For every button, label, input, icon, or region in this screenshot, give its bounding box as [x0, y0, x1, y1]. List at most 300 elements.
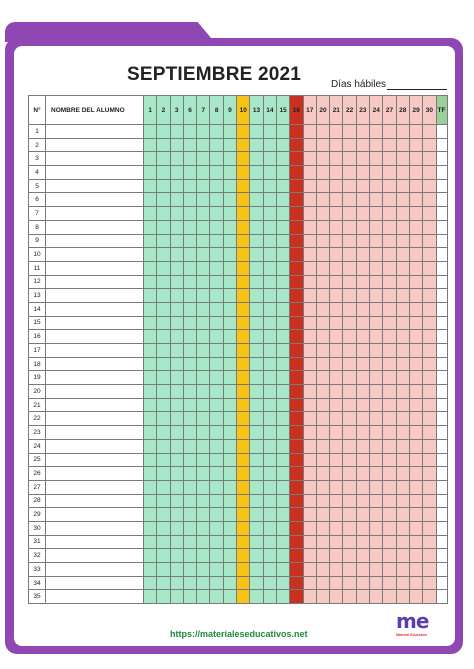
attendance-cell[interactable]	[290, 439, 303, 453]
attendance-cell[interactable]	[356, 179, 369, 193]
attendance-cell[interactable]	[210, 289, 223, 303]
attendance-cell[interactable]	[276, 467, 289, 481]
attendance-cell[interactable]	[356, 371, 369, 385]
attendance-cell[interactable]	[343, 439, 356, 453]
attendance-cell[interactable]	[144, 521, 157, 535]
attendance-cell[interactable]	[210, 576, 223, 590]
attendance-cell[interactable]	[210, 234, 223, 248]
attendance-cell[interactable]	[383, 275, 396, 289]
attendance-cell[interactable]	[170, 439, 183, 453]
attendance-cell[interactable]	[157, 330, 170, 344]
attendance-cell[interactable]	[316, 207, 329, 221]
student-name-cell[interactable]	[46, 179, 144, 193]
attendance-cell[interactable]	[423, 166, 436, 180]
attendance-cell[interactable]	[343, 508, 356, 522]
attendance-cell[interactable]	[237, 138, 250, 152]
attendance-cell[interactable]	[170, 152, 183, 166]
attendance-cell[interactable]	[356, 330, 369, 344]
attendance-cell[interactable]	[183, 535, 196, 549]
attendance-cell[interactable]	[396, 330, 409, 344]
attendance-cell[interactable]	[290, 330, 303, 344]
attendance-cell[interactable]	[263, 412, 276, 426]
tf-cell[interactable]	[436, 316, 447, 330]
attendance-cell[interactable]	[276, 138, 289, 152]
attendance-cell[interactable]	[330, 576, 343, 590]
attendance-cell[interactable]	[396, 480, 409, 494]
attendance-cell[interactable]	[356, 590, 369, 604]
attendance-cell[interactable]	[276, 521, 289, 535]
student-name-cell[interactable]	[46, 152, 144, 166]
attendance-cell[interactable]	[303, 152, 316, 166]
attendance-cell[interactable]	[237, 535, 250, 549]
attendance-cell[interactable]	[144, 426, 157, 440]
attendance-cell[interactable]	[183, 289, 196, 303]
attendance-cell[interactable]	[370, 330, 383, 344]
attendance-cell[interactable]	[316, 234, 329, 248]
attendance-cell[interactable]	[144, 508, 157, 522]
attendance-cell[interactable]	[423, 179, 436, 193]
attendance-cell[interactable]	[250, 234, 263, 248]
attendance-cell[interactable]	[223, 248, 236, 262]
attendance-cell[interactable]	[237, 234, 250, 248]
attendance-cell[interactable]	[250, 371, 263, 385]
attendance-cell[interactable]	[210, 467, 223, 481]
attendance-cell[interactable]	[343, 549, 356, 563]
attendance-cell[interactable]	[330, 193, 343, 207]
attendance-cell[interactable]	[316, 220, 329, 234]
attendance-cell[interactable]	[370, 302, 383, 316]
attendance-cell[interactable]	[316, 330, 329, 344]
attendance-cell[interactable]	[144, 316, 157, 330]
attendance-cell[interactable]	[290, 480, 303, 494]
attendance-cell[interactable]	[170, 453, 183, 467]
attendance-cell[interactable]	[250, 467, 263, 481]
attendance-cell[interactable]	[356, 508, 369, 522]
attendance-cell[interactable]	[263, 494, 276, 508]
student-name-cell[interactable]	[46, 549, 144, 563]
attendance-cell[interactable]	[210, 138, 223, 152]
attendance-cell[interactable]	[183, 152, 196, 166]
attendance-cell[interactable]	[197, 220, 210, 234]
attendance-cell[interactable]	[276, 125, 289, 139]
attendance-cell[interactable]	[423, 453, 436, 467]
attendance-cell[interactable]	[197, 207, 210, 221]
attendance-cell[interactable]	[330, 220, 343, 234]
attendance-cell[interactable]	[263, 385, 276, 399]
attendance-cell[interactable]	[383, 344, 396, 358]
attendance-cell[interactable]	[383, 179, 396, 193]
attendance-cell[interactable]	[183, 439, 196, 453]
attendance-cell[interactable]	[263, 357, 276, 371]
attendance-cell[interactable]	[290, 179, 303, 193]
attendance-cell[interactable]	[383, 398, 396, 412]
attendance-cell[interactable]	[383, 467, 396, 481]
attendance-cell[interactable]	[290, 549, 303, 563]
attendance-cell[interactable]	[383, 193, 396, 207]
attendance-cell[interactable]	[330, 357, 343, 371]
tf-cell[interactable]	[436, 125, 447, 139]
attendance-cell[interactable]	[276, 330, 289, 344]
attendance-cell[interactable]	[396, 521, 409, 535]
attendance-cell[interactable]	[210, 220, 223, 234]
attendance-cell[interactable]	[316, 426, 329, 440]
attendance-cell[interactable]	[183, 480, 196, 494]
attendance-cell[interactable]	[276, 398, 289, 412]
attendance-cell[interactable]	[237, 385, 250, 399]
attendance-cell[interactable]	[423, 412, 436, 426]
attendance-cell[interactable]	[423, 480, 436, 494]
attendance-cell[interactable]	[210, 453, 223, 467]
attendance-cell[interactable]	[144, 590, 157, 604]
attendance-cell[interactable]	[330, 398, 343, 412]
attendance-cell[interactable]	[303, 508, 316, 522]
attendance-cell[interactable]	[343, 357, 356, 371]
attendance-cell[interactable]	[423, 590, 436, 604]
attendance-cell[interactable]	[330, 234, 343, 248]
attendance-cell[interactable]	[303, 261, 316, 275]
attendance-cell[interactable]	[316, 166, 329, 180]
attendance-cell[interactable]	[423, 439, 436, 453]
attendance-cell[interactable]	[343, 330, 356, 344]
attendance-cell[interactable]	[263, 521, 276, 535]
attendance-cell[interactable]	[183, 275, 196, 289]
attendance-cell[interactable]	[330, 521, 343, 535]
attendance-cell[interactable]	[343, 152, 356, 166]
attendance-cell[interactable]	[170, 275, 183, 289]
attendance-cell[interactable]	[316, 563, 329, 577]
attendance-cell[interactable]	[157, 590, 170, 604]
attendance-cell[interactable]	[197, 412, 210, 426]
attendance-cell[interactable]	[356, 426, 369, 440]
attendance-cell[interactable]	[157, 357, 170, 371]
attendance-cell[interactable]	[223, 439, 236, 453]
attendance-cell[interactable]	[250, 193, 263, 207]
attendance-cell[interactable]	[144, 563, 157, 577]
attendance-cell[interactable]	[303, 220, 316, 234]
attendance-cell[interactable]	[144, 193, 157, 207]
attendance-cell[interactable]	[210, 480, 223, 494]
attendance-cell[interactable]	[303, 330, 316, 344]
attendance-cell[interactable]	[409, 521, 422, 535]
attendance-cell[interactable]	[370, 467, 383, 481]
footer-url[interactable]: https://materialeseducativos.net	[170, 629, 308, 639]
attendance-cell[interactable]	[144, 535, 157, 549]
attendance-cell[interactable]	[290, 302, 303, 316]
attendance-cell[interactable]	[370, 563, 383, 577]
attendance-cell[interactable]	[276, 590, 289, 604]
attendance-cell[interactable]	[396, 289, 409, 303]
attendance-cell[interactable]	[276, 261, 289, 275]
attendance-cell[interactable]	[144, 234, 157, 248]
attendance-cell[interactable]	[157, 316, 170, 330]
attendance-cell[interactable]	[276, 357, 289, 371]
attendance-cell[interactable]	[210, 344, 223, 358]
attendance-cell[interactable]	[423, 549, 436, 563]
attendance-cell[interactable]	[316, 357, 329, 371]
attendance-cell[interactable]	[223, 316, 236, 330]
attendance-cell[interactable]	[330, 179, 343, 193]
attendance-cell[interactable]	[316, 494, 329, 508]
attendance-cell[interactable]	[330, 508, 343, 522]
attendance-cell[interactable]	[343, 207, 356, 221]
attendance-cell[interactable]	[383, 590, 396, 604]
attendance-cell[interactable]	[343, 576, 356, 590]
attendance-cell[interactable]	[370, 179, 383, 193]
attendance-cell[interactable]	[330, 330, 343, 344]
attendance-cell[interactable]	[170, 261, 183, 275]
attendance-cell[interactable]	[396, 563, 409, 577]
attendance-cell[interactable]	[170, 371, 183, 385]
attendance-cell[interactable]	[343, 234, 356, 248]
attendance-cell[interactable]	[237, 316, 250, 330]
attendance-cell[interactable]	[250, 590, 263, 604]
attendance-cell[interactable]	[223, 590, 236, 604]
attendance-cell[interactable]	[170, 289, 183, 303]
attendance-cell[interactable]	[170, 220, 183, 234]
attendance-cell[interactable]	[303, 576, 316, 590]
attendance-cell[interactable]	[316, 467, 329, 481]
attendance-cell[interactable]	[290, 357, 303, 371]
attendance-cell[interactable]	[356, 316, 369, 330]
attendance-cell[interactable]	[423, 275, 436, 289]
attendance-cell[interactable]	[409, 193, 422, 207]
attendance-cell[interactable]	[316, 302, 329, 316]
attendance-cell[interactable]	[276, 289, 289, 303]
attendance-cell[interactable]	[290, 453, 303, 467]
attendance-cell[interactable]	[343, 480, 356, 494]
attendance-cell[interactable]	[263, 480, 276, 494]
attendance-cell[interactable]	[303, 590, 316, 604]
attendance-cell[interactable]	[263, 166, 276, 180]
attendance-cell[interactable]	[144, 289, 157, 303]
attendance-cell[interactable]	[250, 220, 263, 234]
attendance-cell[interactable]	[157, 220, 170, 234]
attendance-cell[interactable]	[237, 152, 250, 166]
attendance-cell[interactable]	[343, 398, 356, 412]
attendance-cell[interactable]	[237, 179, 250, 193]
attendance-cell[interactable]	[383, 412, 396, 426]
attendance-cell[interactable]	[223, 193, 236, 207]
attendance-cell[interactable]	[250, 508, 263, 522]
attendance-cell[interactable]	[157, 344, 170, 358]
attendance-cell[interactable]	[303, 179, 316, 193]
student-name-cell[interactable]	[46, 316, 144, 330]
attendance-cell[interactable]	[223, 453, 236, 467]
attendance-cell[interactable]	[303, 166, 316, 180]
attendance-cell[interactable]	[210, 371, 223, 385]
tf-cell[interactable]	[436, 152, 447, 166]
attendance-cell[interactable]	[423, 289, 436, 303]
attendance-cell[interactable]	[197, 385, 210, 399]
attendance-cell[interactable]	[316, 248, 329, 262]
attendance-cell[interactable]	[223, 138, 236, 152]
tf-cell[interactable]	[436, 302, 447, 316]
attendance-cell[interactable]	[144, 248, 157, 262]
attendance-cell[interactable]	[383, 439, 396, 453]
attendance-cell[interactable]	[316, 508, 329, 522]
attendance-cell[interactable]	[197, 535, 210, 549]
attendance-cell[interactable]	[383, 302, 396, 316]
attendance-cell[interactable]	[396, 275, 409, 289]
attendance-cell[interactable]	[197, 193, 210, 207]
attendance-cell[interactable]	[423, 357, 436, 371]
attendance-cell[interactable]	[210, 590, 223, 604]
attendance-cell[interactable]	[409, 398, 422, 412]
attendance-cell[interactable]	[170, 549, 183, 563]
attendance-cell[interactable]	[409, 152, 422, 166]
attendance-cell[interactable]	[409, 494, 422, 508]
tf-cell[interactable]	[436, 289, 447, 303]
attendance-cell[interactable]	[356, 439, 369, 453]
attendance-cell[interactable]	[144, 357, 157, 371]
attendance-cell[interactable]	[383, 521, 396, 535]
attendance-cell[interactable]	[409, 508, 422, 522]
attendance-cell[interactable]	[409, 357, 422, 371]
attendance-cell[interactable]	[170, 166, 183, 180]
attendance-cell[interactable]	[396, 234, 409, 248]
attendance-cell[interactable]	[210, 207, 223, 221]
attendance-cell[interactable]	[316, 480, 329, 494]
attendance-cell[interactable]	[409, 453, 422, 467]
attendance-cell[interactable]	[276, 234, 289, 248]
attendance-cell[interactable]	[157, 508, 170, 522]
attendance-cell[interactable]	[183, 576, 196, 590]
attendance-cell[interactable]	[223, 398, 236, 412]
attendance-cell[interactable]	[183, 138, 196, 152]
attendance-cell[interactable]	[276, 508, 289, 522]
attendance-cell[interactable]	[263, 453, 276, 467]
attendance-cell[interactable]	[383, 494, 396, 508]
attendance-cell[interactable]	[396, 207, 409, 221]
attendance-cell[interactable]	[423, 234, 436, 248]
attendance-cell[interactable]	[170, 179, 183, 193]
attendance-cell[interactable]	[157, 166, 170, 180]
attendance-cell[interactable]	[210, 385, 223, 399]
attendance-cell[interactable]	[170, 480, 183, 494]
attendance-cell[interactable]	[276, 166, 289, 180]
attendance-cell[interactable]	[409, 261, 422, 275]
tf-cell[interactable]	[436, 371, 447, 385]
attendance-cell[interactable]	[157, 234, 170, 248]
attendance-cell[interactable]	[356, 234, 369, 248]
attendance-cell[interactable]	[250, 535, 263, 549]
attendance-cell[interactable]	[197, 275, 210, 289]
attendance-cell[interactable]	[223, 220, 236, 234]
attendance-cell[interactable]	[183, 344, 196, 358]
attendance-cell[interactable]	[290, 412, 303, 426]
attendance-cell[interactable]	[343, 248, 356, 262]
attendance-cell[interactable]	[290, 398, 303, 412]
attendance-cell[interactable]	[423, 207, 436, 221]
attendance-cell[interactable]	[423, 521, 436, 535]
attendance-cell[interactable]	[409, 412, 422, 426]
tf-cell[interactable]	[436, 563, 447, 577]
tf-cell[interactable]	[436, 426, 447, 440]
attendance-cell[interactable]	[290, 316, 303, 330]
attendance-cell[interactable]	[290, 508, 303, 522]
attendance-cell[interactable]	[276, 220, 289, 234]
attendance-cell[interactable]	[330, 138, 343, 152]
attendance-cell[interactable]	[370, 412, 383, 426]
attendance-cell[interactable]	[370, 590, 383, 604]
attendance-cell[interactable]	[144, 152, 157, 166]
attendance-cell[interactable]	[343, 166, 356, 180]
attendance-cell[interactable]	[409, 316, 422, 330]
attendance-cell[interactable]	[144, 220, 157, 234]
attendance-cell[interactable]	[290, 385, 303, 399]
attendance-cell[interactable]	[210, 521, 223, 535]
attendance-cell[interactable]	[356, 398, 369, 412]
attendance-cell[interactable]	[423, 576, 436, 590]
attendance-cell[interactable]	[370, 234, 383, 248]
attendance-cell[interactable]	[210, 535, 223, 549]
attendance-cell[interactable]	[303, 549, 316, 563]
attendance-cell[interactable]	[303, 316, 316, 330]
attendance-cell[interactable]	[370, 494, 383, 508]
attendance-cell[interactable]	[250, 138, 263, 152]
attendance-cell[interactable]	[223, 166, 236, 180]
attendance-cell[interactable]	[263, 152, 276, 166]
attendance-cell[interactable]	[144, 494, 157, 508]
attendance-cell[interactable]	[409, 467, 422, 481]
attendance-cell[interactable]	[423, 330, 436, 344]
attendance-cell[interactable]	[383, 261, 396, 275]
attendance-cell[interactable]	[356, 521, 369, 535]
attendance-cell[interactable]	[330, 480, 343, 494]
attendance-cell[interactable]	[210, 549, 223, 563]
student-name-cell[interactable]	[46, 125, 144, 139]
attendance-cell[interactable]	[183, 426, 196, 440]
attendance-cell[interactable]	[396, 152, 409, 166]
attendance-cell[interactable]	[157, 576, 170, 590]
tf-cell[interactable]	[436, 480, 447, 494]
student-name-cell[interactable]	[46, 480, 144, 494]
attendance-cell[interactable]	[170, 398, 183, 412]
attendance-cell[interactable]	[409, 179, 422, 193]
attendance-cell[interactable]	[409, 220, 422, 234]
attendance-cell[interactable]	[330, 125, 343, 139]
attendance-cell[interactable]	[250, 125, 263, 139]
attendance-cell[interactable]	[290, 426, 303, 440]
attendance-cell[interactable]	[263, 193, 276, 207]
attendance-cell[interactable]	[303, 535, 316, 549]
attendance-cell[interactable]	[144, 549, 157, 563]
attendance-cell[interactable]	[290, 576, 303, 590]
attendance-cell[interactable]	[183, 179, 196, 193]
attendance-cell[interactable]	[170, 207, 183, 221]
attendance-cell[interactable]	[250, 330, 263, 344]
attendance-cell[interactable]	[210, 563, 223, 577]
attendance-cell[interactable]	[356, 152, 369, 166]
attendance-cell[interactable]	[423, 563, 436, 577]
tf-cell[interactable]	[436, 220, 447, 234]
attendance-cell[interactable]	[316, 152, 329, 166]
attendance-cell[interactable]	[330, 166, 343, 180]
attendance-cell[interactable]	[276, 385, 289, 399]
attendance-cell[interactable]	[383, 330, 396, 344]
attendance-cell[interactable]	[356, 412, 369, 426]
attendance-cell[interactable]	[183, 193, 196, 207]
attendance-cell[interactable]	[183, 220, 196, 234]
attendance-cell[interactable]	[423, 467, 436, 481]
student-name-cell[interactable]	[46, 590, 144, 604]
attendance-cell[interactable]	[423, 426, 436, 440]
attendance-cell[interactable]	[396, 398, 409, 412]
attendance-cell[interactable]	[223, 207, 236, 221]
attendance-cell[interactable]	[330, 344, 343, 358]
attendance-cell[interactable]	[409, 234, 422, 248]
attendance-cell[interactable]	[290, 289, 303, 303]
